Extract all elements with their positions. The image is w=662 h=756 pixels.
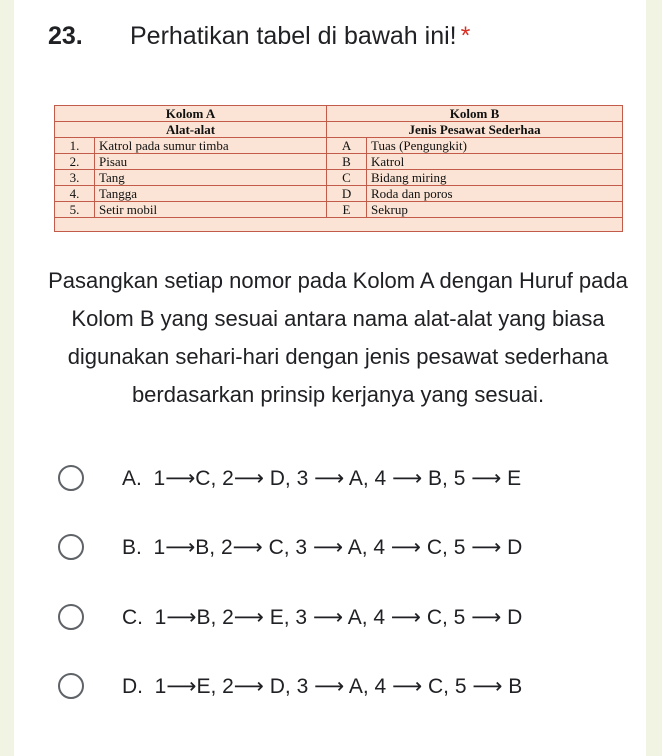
radio-button-c[interactable] [58, 604, 84, 630]
row-letter: D [327, 186, 367, 202]
option-label: B. [122, 535, 142, 559]
radio-button-b[interactable] [58, 534, 84, 560]
row-type: Roda dan poros [367, 186, 623, 202]
row-item: Tangga [95, 186, 327, 202]
subheader-jenis-pesawat: Jenis Pesawat Sederhaa [327, 122, 623, 138]
table-row [55, 170, 623, 186]
option-b[interactable] [58, 529, 598, 565]
question-header [48, 22, 470, 51]
row-letter: E [327, 202, 367, 218]
radio-button-d[interactable] [58, 673, 84, 699]
table-empty-row [55, 218, 623, 232]
row-number: 1. [55, 138, 95, 154]
row-item: Setir mobil [95, 202, 327, 218]
option-label: C. [122, 605, 143, 629]
row-letter: A [327, 138, 367, 154]
row-type: Bidang miring [367, 170, 623, 186]
option-label: A. [122, 466, 142, 490]
row-number: 3. [55, 170, 95, 186]
row-number: 4. [55, 186, 95, 202]
option-value: 1⟶B, 2⟶ E, 3 ⟶ A, 4 ⟶ C, 5 ⟶ D [154, 605, 523, 629]
option-text [122, 466, 521, 491]
row-letter: C [327, 170, 367, 186]
option-a[interactable] [58, 460, 598, 496]
option-d[interactable] [58, 668, 598, 704]
row-type: Katrol [367, 154, 623, 170]
table-header-row [55, 106, 623, 122]
row-type: Sekrup [367, 202, 623, 218]
table-row [55, 202, 623, 218]
question-number: 23. [48, 22, 83, 50]
table-row [55, 154, 623, 170]
matching-table [54, 105, 623, 232]
option-value: 1⟶E, 2⟶ D, 3 ⟶ A, 4 ⟶ C, 5 ⟶ B [154, 674, 523, 698]
radio-button-a[interactable] [58, 465, 84, 491]
row-number: 2. [55, 154, 95, 170]
instruction-text: Pasangkan setiap nomor pada Kolom A dengan Huruf pada Kolom B yang sesuai antara nama alat-alat yang biasa digunakan sehari-hari dengan jenis pesawat sederhana berdasarkan prinsip kerjanya yang sesuai. [48, 268, 628, 407]
question-card [14, 0, 646, 756]
option-label: D. [122, 674, 143, 698]
option-text [122, 535, 522, 560]
option-text [122, 674, 522, 699]
header-kolom-a: Kolom A [55, 106, 327, 122]
table-subheader-row [55, 122, 623, 138]
row-number: 5. [55, 202, 95, 218]
required-asterisk: * [460, 22, 471, 50]
table-row [55, 138, 623, 154]
row-item: Katrol pada sumur timba [95, 138, 327, 154]
question-image-table [54, 105, 622, 232]
option-value: 1⟶C, 2⟶ D, 3 ⟶ A, 4 ⟶ B, 5 ⟶ E [153, 466, 522, 490]
option-value: 1⟶B, 2⟶ C, 3 ⟶ A, 4 ⟶ C, 5 ⟶ D [153, 535, 523, 559]
row-item: Tang [95, 170, 327, 186]
row-type: Tuas (Pengungkit) [367, 138, 623, 154]
option-c[interactable] [58, 599, 598, 635]
row-item: Pisau [95, 154, 327, 170]
subheader-alat-alat: Alat-alat [55, 122, 327, 138]
empty-cell [55, 218, 623, 232]
question-text: Perhatikan tabel di bawah ini! [130, 22, 457, 50]
option-text [122, 605, 522, 630]
table-row [55, 186, 623, 202]
header-kolom-b: Kolom B [327, 106, 623, 122]
row-letter: B [327, 154, 367, 170]
